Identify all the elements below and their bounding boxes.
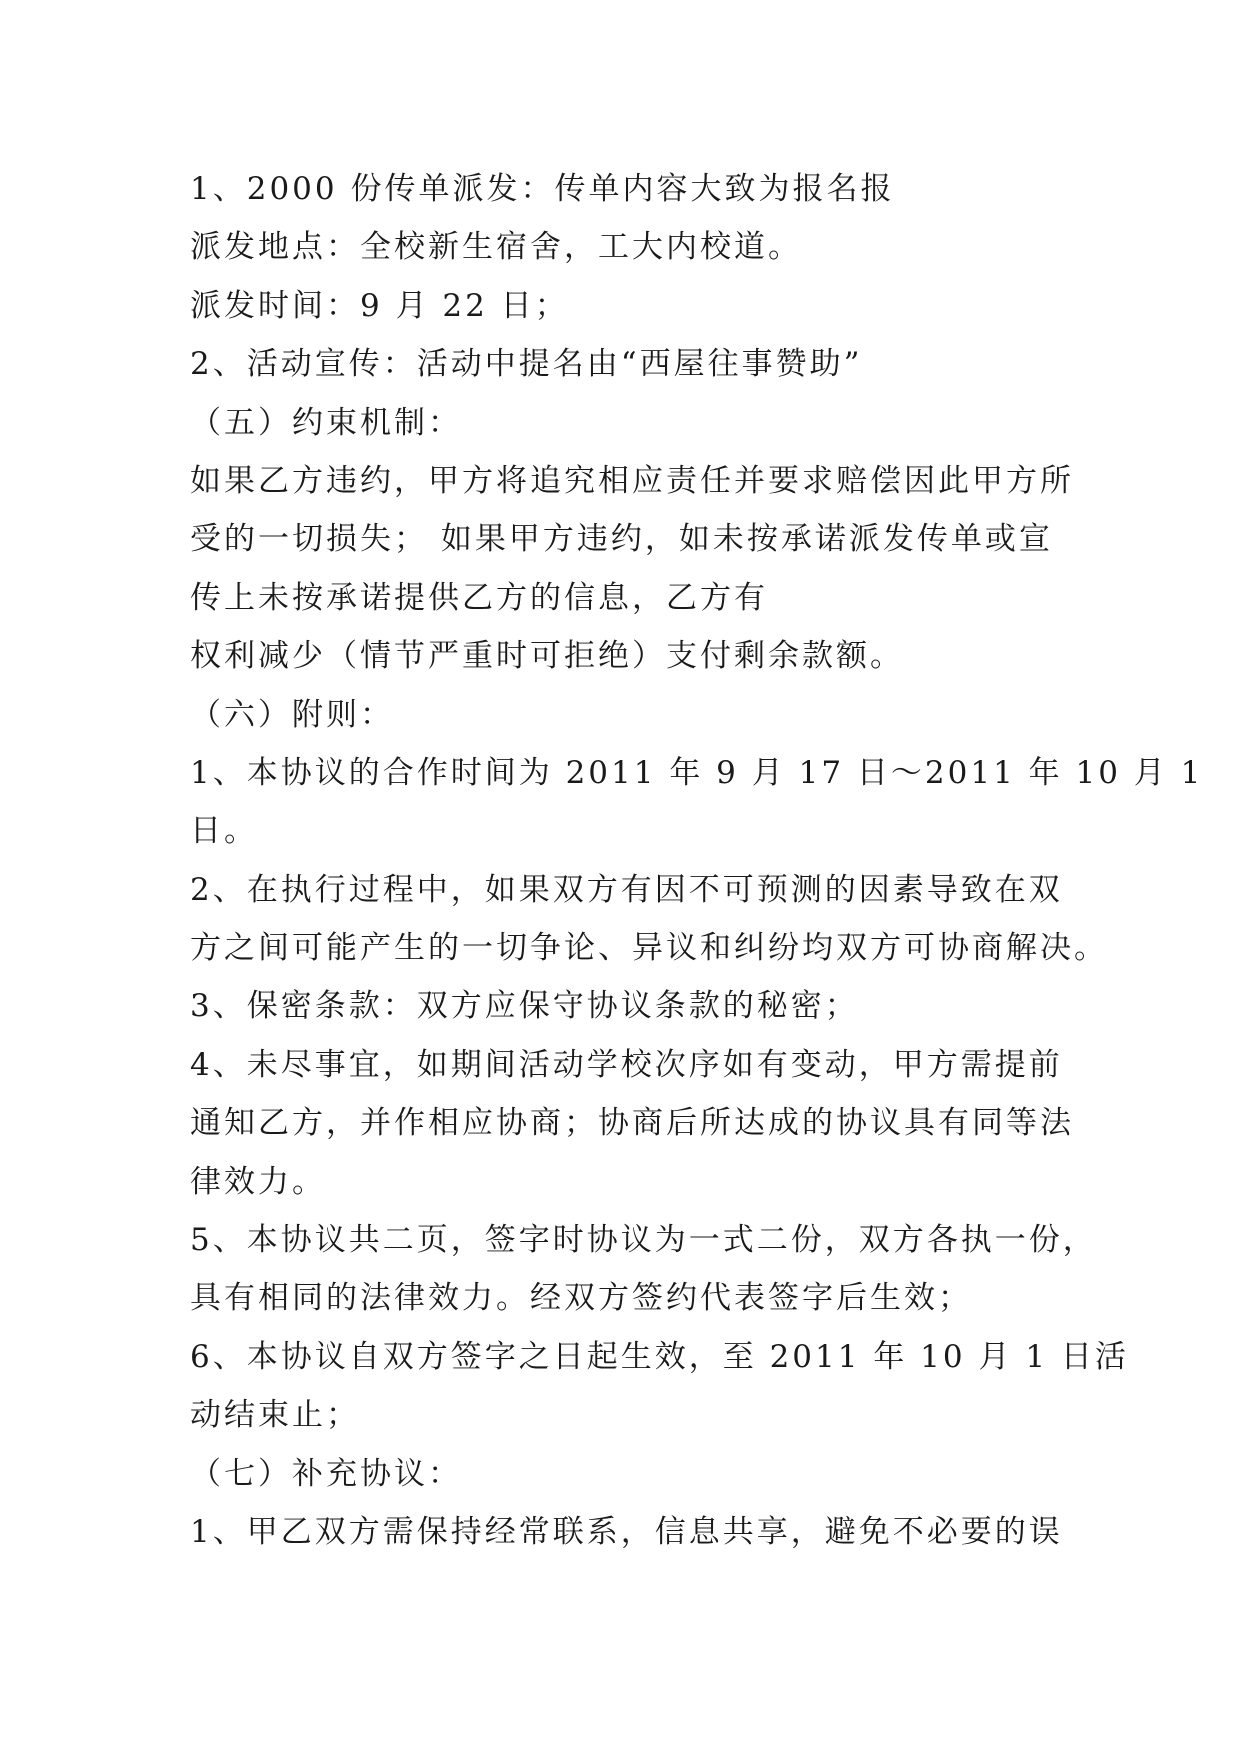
line-provision-6a: 6、本协议自双方签字之日起生效，至 2011 年 10 月 1 日活 [190,1338,1129,1375]
line-supplementary-1: 1、甲乙双方需保持经常联系，信息共享，避免不必要的误 [190,1513,1063,1550]
line-provision-1a: 1、本协议的合作时间为 2011 年 9 月 17 日～2011 年 10 月 1 [190,754,1204,791]
line-provision-5a: 5、本协议共二页，签字时协议为一式二份，双方各执一份， [190,1222,1097,1259]
line-provision-3: 3、保密条款：双方应保守协议条款的秘密； [190,988,859,1025]
section-heading-supplementary-agreement: （七）补充协议： [190,1455,462,1492]
line-distribution-time: 派发时间：9 月 22 日； [190,287,569,324]
section-heading-constraints: （五）约束机制： [190,404,462,441]
line-event-promotion: 2、活动宣传：活动中提名由“西屋往事赞助” [190,346,863,383]
document-body [190,160,1204,1561]
line-provision-2a: 2、在执行过程中，如果双方有因不可预测的因素导致在双 [190,871,1063,908]
line-flyer-distribution: 1、2000 份传单派发：传单内容大致为报名报 [190,171,895,207]
line-constraints-3: 传上未按承诺提供乙方的信息，乙方有 [190,579,768,616]
section-heading-supplementary-provisions: （六）附则： [190,696,394,733]
line-provision-6b: 动结束止； [190,1397,360,1434]
line-provision-4a: 4、未尽事宜，如期间活动学校次序如有变动，甲方需提前 [190,1046,1063,1083]
line-constraints-4: 权利减少（情节严重时可拒绝）支付剩余款额。 [190,638,904,675]
line-provision-4b: 通知乙方，并作相应协商；协商后所达成的协议具有同等法 [190,1105,1074,1142]
line-constraints-1: 如果乙方违约，甲方将追究相应责任并要求赔偿因此甲方所 [190,462,1074,499]
line-provision-1b: 日。 [190,813,258,850]
line-provision-4c: 律效力。 [190,1163,326,1200]
line-provision-5b: 具有相同的法律效力。经双方签约代表签字后生效； [190,1280,972,1317]
line-constraints-2: 受的一切损失； 如果甲方违约，如未按承诺派发传单或宣 [190,521,1053,558]
line-distribution-location: 派发地点：全校新生宿舍，工大内校道。 [190,229,802,266]
line-provision-2b: 方之间可能产生的一切争论、异议和纠纷均双方可协商解决。 [190,930,1108,967]
